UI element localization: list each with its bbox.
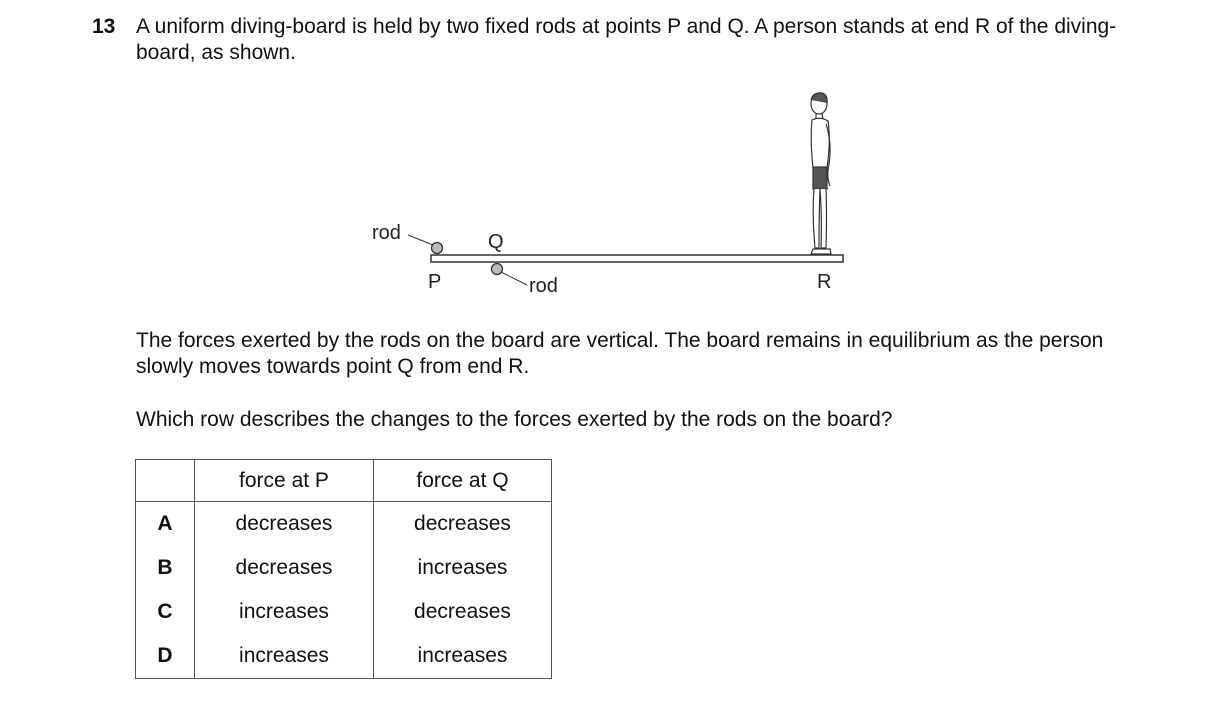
rod-q-leader	[501, 272, 527, 285]
force-q-change: decreases	[414, 600, 511, 623]
force-q-change: increases	[417, 556, 508, 579]
person-figure	[811, 93, 831, 254]
rod-label-upper: rod	[372, 222, 401, 244]
header-cell-empty	[136, 460, 195, 502]
rod-label-lower: rod	[529, 275, 558, 297]
question-prompt: Which row describes the changes to the forces exerted by the rods on the board?	[136, 408, 893, 431]
option-letter[interactable]: B	[136, 546, 195, 590]
force-p-change: increases	[195, 634, 374, 679]
answer-table	[135, 459, 552, 679]
header-force-q: force at Q	[374, 460, 552, 502]
point-label-q: Q	[488, 231, 504, 253]
question-number: 13	[92, 15, 116, 38]
force-p-change: decreases	[195, 546, 374, 590]
option-letter[interactable]: D	[136, 634, 195, 679]
table-row[interactable]	[136, 634, 552, 679]
question-stem: A uniform diving-board is held by two fixed rods at points P and Q. A person stands at end R of the diving-board, as shown.	[136, 15, 1117, 64]
point-label-p: P	[428, 271, 442, 293]
force-p-change: decreases	[195, 502, 374, 547]
question-context: The forces exerted by the rods on the board are vertical. The board remains in equilibrium as the person slowly moves towards point Q from end R.	[136, 329, 1104, 378]
option-letter[interactable]: C	[136, 590, 195, 634]
table-row[interactable]	[136, 502, 552, 547]
rod-p-leader	[408, 235, 433, 245]
point-label-r: R	[817, 271, 832, 293]
rod-q	[492, 264, 503, 275]
table-header-row	[136, 460, 552, 502]
force-q-change: decreases	[414, 512, 511, 535]
force-p-change: increases	[195, 590, 374, 634]
diving-board-diagram	[0, 0, 1216, 330]
option-letter[interactable]: A	[136, 502, 195, 547]
diving-board	[431, 255, 843, 262]
rod-p	[432, 243, 443, 254]
table-row[interactable]	[136, 590, 552, 634]
force-q-change: increases	[417, 644, 508, 667]
table-row[interactable]	[136, 546, 552, 590]
header-force-p: force at P	[195, 460, 374, 502]
